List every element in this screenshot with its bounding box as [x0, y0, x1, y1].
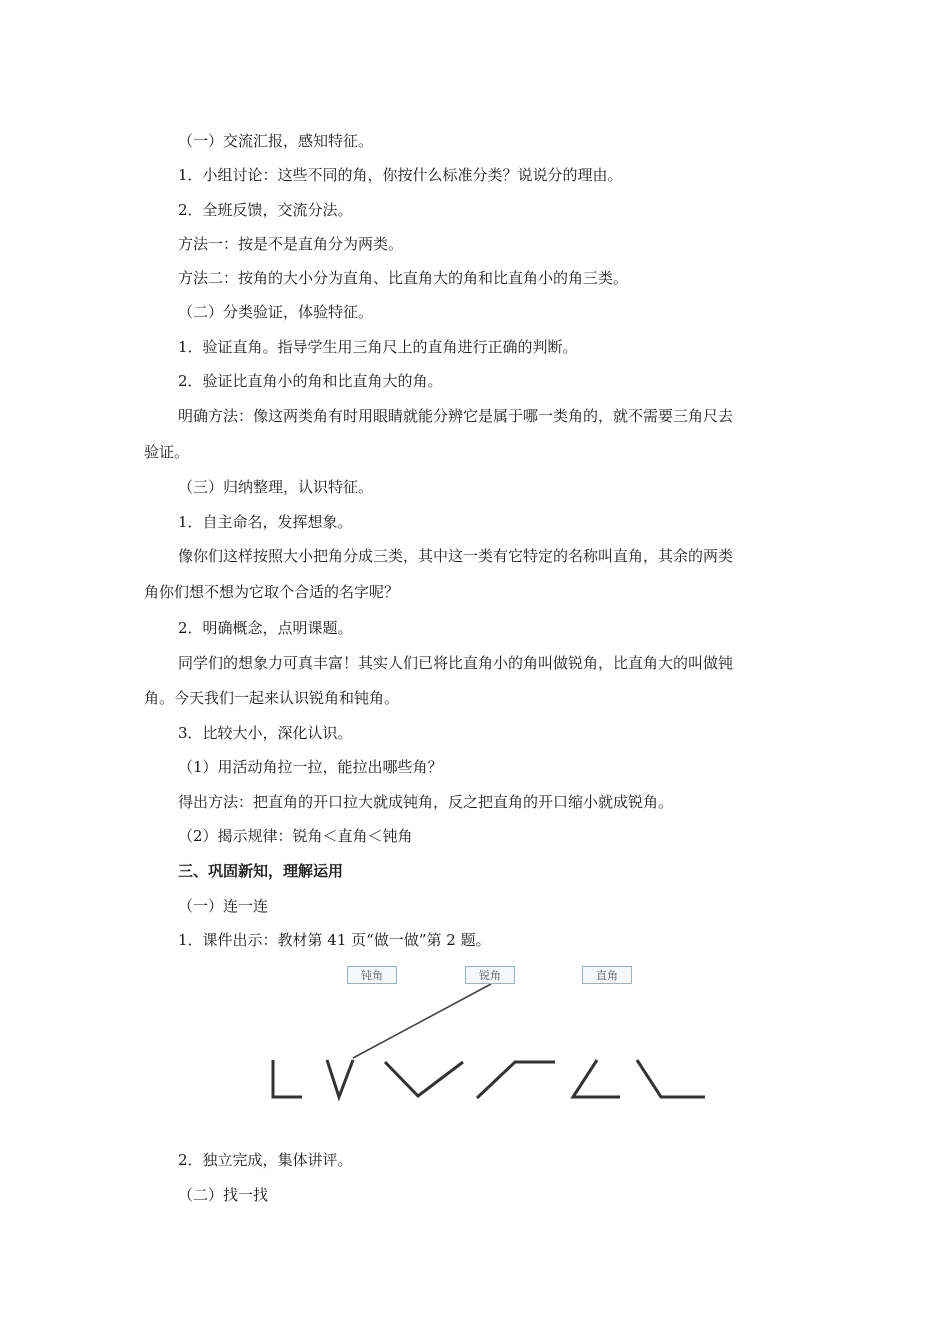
paragraph: 2．验证比直角小的角和比直角大的角。 [178, 372, 443, 390]
matching-line [353, 984, 491, 1058]
paragraph-continuation: 角。今天我们一起来认识锐角和钝角。 [144, 689, 400, 707]
label-right: 直角 [582, 966, 632, 984]
paragraph: 1．自主命名，发挥想象。 [178, 513, 353, 531]
section-heading-4: （一）连一连 [178, 897, 269, 915]
chapter-heading: 三、巩固新知，理解运用 [178, 862, 344, 880]
paragraph: 同学们的想象力可真丰富！其实人们已将比直角小的角叫做锐角，比直角大的叫做钝 [178, 654, 734, 672]
paragraph: 像你们这样按照大小把角分成三类，其中这一类有它特定的名称叫直角，其余的两类 [178, 547, 734, 565]
paragraph: 2．全班反馈，交流分法。 [178, 201, 353, 219]
paragraph: （2）揭示规律：锐角＜直角＜钝角 [178, 827, 413, 845]
paragraph: 1．课件出示：教材第 41 页“做一做”第 2 题。 [178, 931, 491, 949]
angle-acute-3 [573, 1060, 620, 1097]
section-heading-1: （一）交流汇报，感知特征。 [178, 132, 374, 150]
angle-obtuse-1 [477, 1062, 555, 1098]
paragraph-continuation: 验证。 [144, 443, 190, 461]
label-obtuse: 钝角 [347, 966, 397, 984]
section-heading-5: （二）找一找 [178, 1186, 269, 1204]
paragraph: 方法二：按角的大小分为直角、比直角大的角和比直角小的角三类。 [178, 269, 629, 287]
paragraph: 2．独立完成，集体讲评。 [178, 1151, 353, 1169]
angle-matching-figure [255, 960, 725, 1110]
label-acute: 锐角 [465, 966, 515, 984]
paragraph: 2．明确概念，点明课题。 [178, 619, 353, 637]
paragraph: 方法一：按是不是直角分为两类。 [178, 235, 404, 253]
paragraph: 明确方法：像这两类角有时用眼睛就能分辨它是属于哪一类角的，就不需要三角尺去 [178, 407, 734, 425]
paragraph-continuation: 角你们想不想为它取个合适的名字呢？ [144, 583, 400, 601]
angle-obtuse-2 [637, 1060, 705, 1097]
angle-right-1 [273, 1060, 302, 1097]
paragraph: 得出方法：把直角的开口拉大就成钝角，反之把直角的开口缩小就成锐角。 [178, 793, 674, 811]
angle-acute-2 [385, 1062, 463, 1096]
paragraph: 1．小组讨论：这些不同的角，你按什么标准分类？说说分的理由。 [178, 166, 623, 184]
paragraph: （1）用活动角拉一拉，能拉出哪些角？ [178, 758, 443, 776]
paragraph: 1．验证直角。指导学生用三角尺上的直角进行正确的判断。 [178, 338, 578, 356]
paragraph: 3．比较大小，深化认识。 [178, 724, 353, 742]
section-heading-3: （三）归纳整理，认识特征。 [178, 478, 374, 496]
section-heading-2: （二）分类验证，体验特征。 [178, 303, 374, 321]
angle-acute-1 [327, 1060, 353, 1097]
